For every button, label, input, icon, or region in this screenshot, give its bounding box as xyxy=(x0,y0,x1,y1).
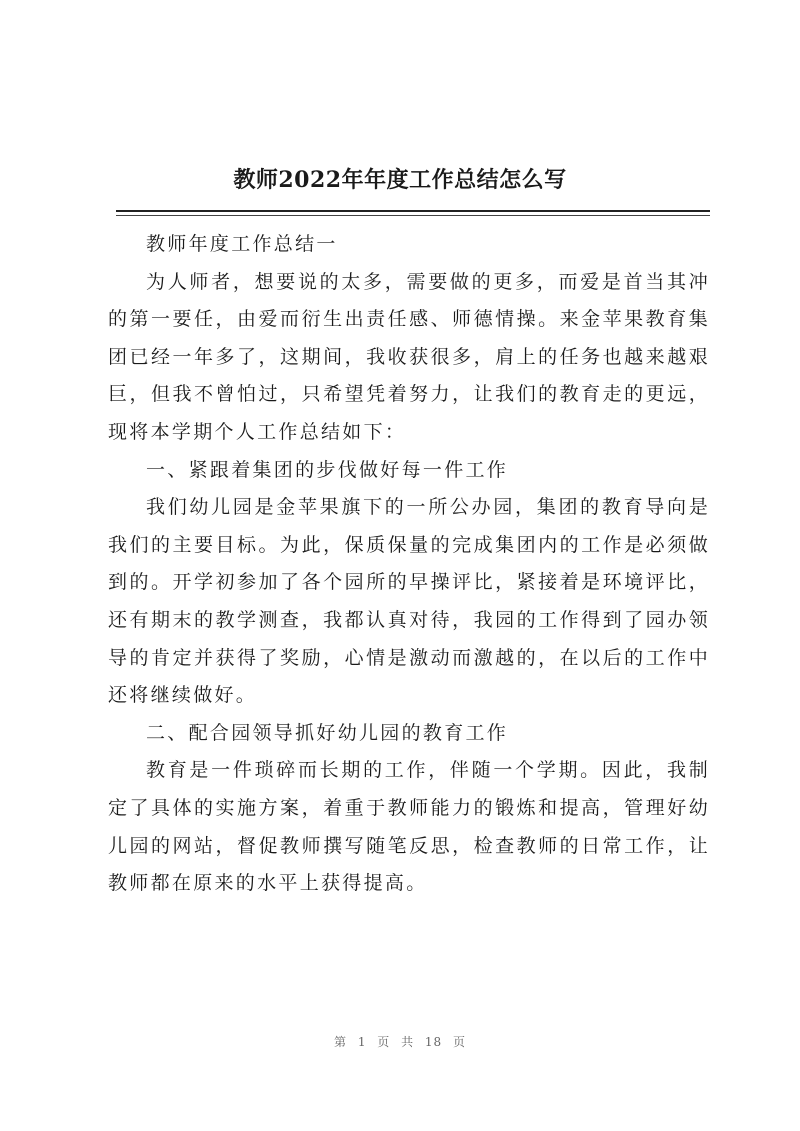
paragraph: 为人师者，想要说的太多，需要做的更多，而爱是首当其冲的第一要任，由爱而衍生出责任感、师德情操。来金苹果教育集团已经一年多了，这期间，我收获很多，肩上的任务也越来越艰巨，但我不曾怕过，只希望凭着努力，让我们的教育走的更远，现将本学期个人工作总结如下： xyxy=(108,270,710,443)
title-divider-thin xyxy=(116,215,710,216)
section-heading: 二、配合园领导抓好幼儿园的教育工作 xyxy=(146,721,509,744)
title-divider-thick xyxy=(116,210,710,212)
paragraph: 我们幼儿园是金苹果旗下的一所公办园，集团的教育导向是我们的主要目标。为此，保质保量的完成集团内的工作是必须做到的。开学初参加了各个园所的早操评比，紧接着是环境评比，还有期末的教学测查，我都认真对待，我园的工作得到了园办领导的肯定并获得了奖励，心情是激动而激越的，在以后的工作中还将继续做好。 xyxy=(108,496,710,707)
paragraph: 教育是一件琐碎而长期的工作，伴随一个学期。因此，我制定了具体的实施方案，着重于教师能力的锻炼和提高，管理好幼儿园的网站，督促教师撰写随笔反思，检查教师的日常工作，让教师都在原来的水平上获得提高。 xyxy=(108,759,710,895)
document-title: 教师2022年年度工作总结怎么写 xyxy=(233,167,567,193)
document-body xyxy=(108,226,710,903)
page-footer: 第 1 页 共 18 页 xyxy=(334,1035,466,1049)
section-heading: 教师年度工作总结一 xyxy=(146,233,338,255)
section-heading: 一、紧跟着集团的步伐做好每一件工作 xyxy=(146,458,509,481)
